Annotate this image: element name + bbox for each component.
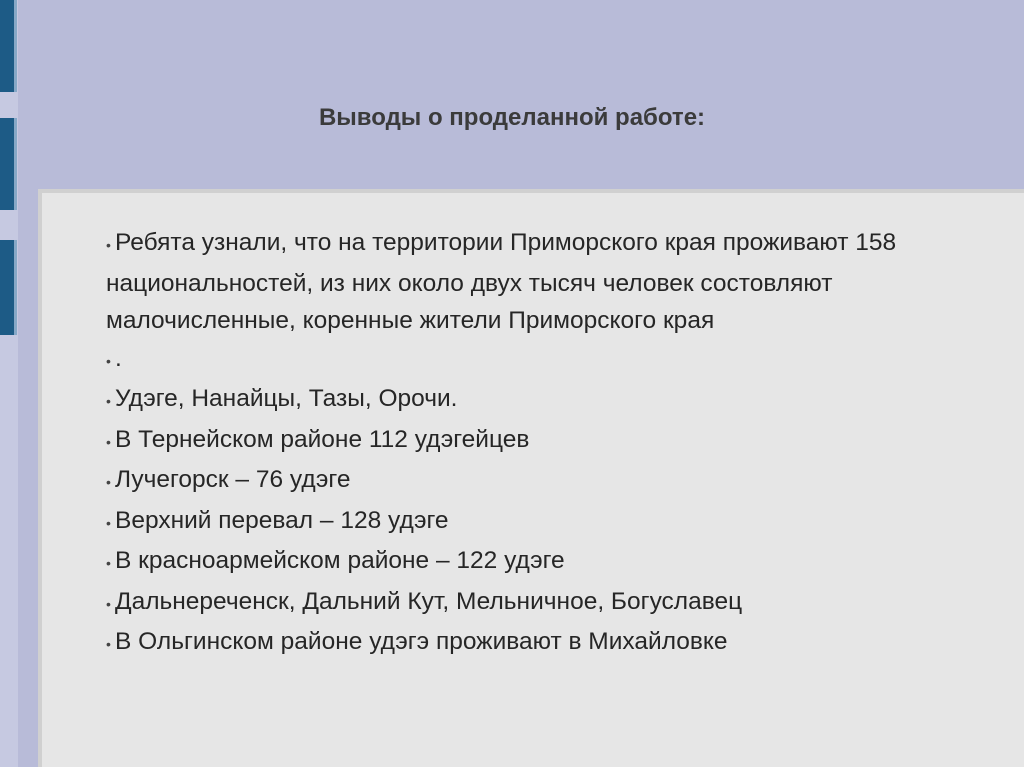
bullet-icon: • xyxy=(106,595,111,612)
slide-title: Выводы о проделанной работе: xyxy=(318,104,706,131)
list-item xyxy=(106,461,986,502)
list-item xyxy=(106,583,986,624)
list-item xyxy=(106,340,986,381)
list-item-text: В Тернейском районе 112 удэгейцев xyxy=(115,425,530,453)
list-item xyxy=(106,542,986,583)
list-item xyxy=(106,380,986,421)
bullet-icon: • xyxy=(106,636,111,652)
list-item xyxy=(106,421,986,462)
list-item-text: Лучегорск – 76 удэге xyxy=(115,466,351,493)
bullet-icon: • xyxy=(106,474,111,490)
accent-bar-top xyxy=(0,0,17,92)
bullet-list xyxy=(106,224,986,664)
list-item-text: Дальнереченск, Дальний Кут, Мельничное, Богуславец xyxy=(115,587,743,615)
list-item-text: Верхний перевал – 128 удэге xyxy=(115,506,449,534)
bullet-icon: • xyxy=(106,352,111,369)
bullet-icon: • xyxy=(106,433,111,450)
list-item-text: В Ольгинском районе удэгэ проживают в Михайловке xyxy=(115,628,728,655)
accent-bar-bottom xyxy=(0,240,17,335)
list-item xyxy=(106,502,986,543)
bullet-icon: • xyxy=(106,393,111,409)
bullet-icon: • xyxy=(106,514,111,531)
bullet-icon: • xyxy=(106,555,111,571)
list-item-text: Ребята узнали, что на территории Приморского края проживают 158 национальностей, из них около двух тысяч человек состовляют малочисленные, коренные жители Приморского края xyxy=(106,229,897,334)
list-item xyxy=(106,224,986,340)
list-item-text: . xyxy=(115,344,122,372)
list-item-text: В красноармейском районе – 122 удэге xyxy=(115,547,565,574)
list-item-text: Удэге, Нанайцы, Тазы, Орочи. xyxy=(115,385,458,412)
list-item xyxy=(106,623,986,664)
bullet-icon: • xyxy=(106,237,111,253)
